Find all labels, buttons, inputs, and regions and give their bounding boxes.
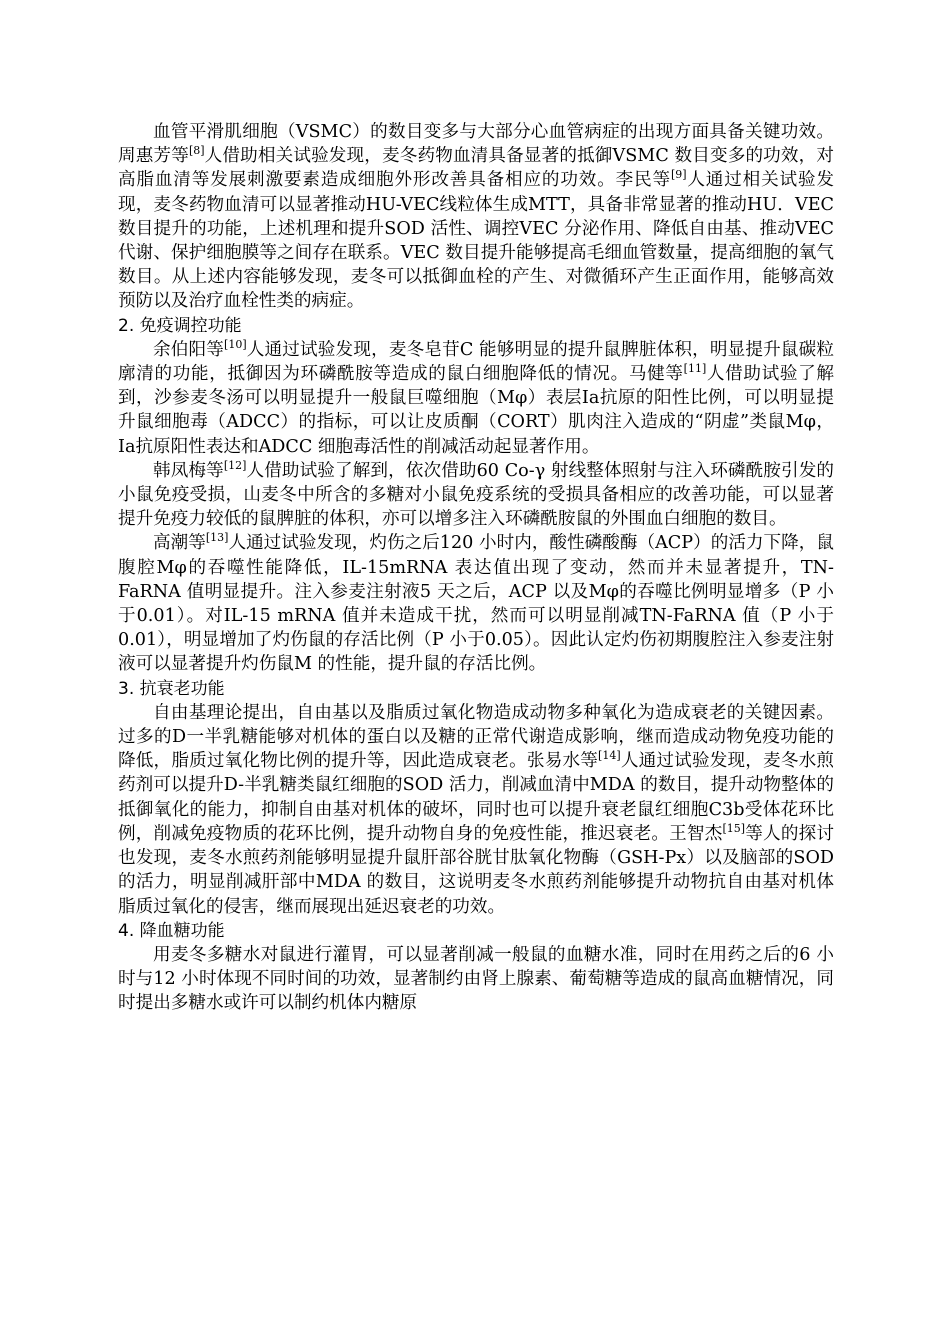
text-segment: 3. 抗衰老功能 [118,678,225,699]
paragraph [118,701,834,919]
citation-ref: [11] [683,362,707,376]
document-body [118,120,834,1016]
text-segment: 人通过相关试验发现，麦冬药物血清可以显著推动HU-VEC线粒体生成MTT，具备非常显著的推动HU．VEC数目提升的功能，上述机理和提升SOD 活性、调控VEC 分泌作用、降低自由基、推动VEC 代谢、保护细胞膜等之间存在联系。VEC 数目提升能够提高毛细血管数量，提高细胞的氧气数目。从上述内容能够发现，麦冬可以抵御血栓的产生、对微循环产生正面作用，能够高效预防以及治疗血栓性类的病症。 [118,170,834,312]
paragraph [118,120,834,314]
citation-ref: [9] [670,168,687,182]
citation-ref: [13] [205,531,229,545]
text-segment: 用麦冬多糖水对鼠进行灌胃，可以显著削减一般鼠的血糖水准，同时在用药之后的6 小时与12 小时体现不同时间的功效，显著制约由肾上腺素、葡萄糖等造成的鼠高血糖情况，同时提出多糖水或许可以制约机体内糖原 [118,944,834,1014]
citation-ref: [12] [223,458,247,472]
text-segment: 余伯阳等 [153,339,225,360]
text-segment: 血管平滑肌细胞（VSMC）的数目变多与大部分心血管病症的出现方面具备关键功效。周惠芳等 [118,122,834,167]
paragraph [118,531,834,676]
text-segment: 2. 免疫调控功能 [118,315,242,336]
text-segment: 人借助试验了解到，依次借助60 Co-γ 射线整体照射与注入环磷酰胺引发的小鼠免疫受损，山麦冬中所含的多糖对小鼠免疫系统的受损具备相应的改善功能，可以显著提升免疫力较低的鼠脾脏的体积，亦可以增多注入环磷酰胺鼠的外围血白细胞的数目。 [118,460,834,530]
section-heading [118,677,834,701]
text-segment: 人借助相关试验发现，麦冬药物血清具备显著的抵御VSMC 数目变多的功效，对高脂血清等发展刺激要素造成细胞外形改善具备相应的功效。李民等 [118,146,834,191]
text-segment: 人借助试验了解到，沙参麦冬汤可以明显提升一般鼠巨噬细胞（Mφ）表层Ia抗原的阳性比例，可以明显提升鼠细胞毒（ADCC）的指标，可以让皮质酮（CORT）肌肉注入造成的“阴虚”类鼠Mφ，Ia抗原阳性表达和ADCC 细胞毒活性的削减活动起显著作用。 [118,364,834,457]
text-segment: 人通过试验发现，麦冬水煎药剂可以提升D-半乳糖类鼠红细胞的SOD 活力，削减血清中MDA 的数目，提升动物整体的抵御氧化的能力，抑制自由基对机体的破坏，同时也可以提升衰老鼠红细胞C3b受体花环比例，削减免疫物质的花环比例，提升动物自身的免疫性能，推迟衰老。王智杰 [118,751,834,844]
text-segment: 自由基理论提出，自由基以及脂质过氧化物造成动物多种氧化为造成衰老的关键因素。过多的D一半乳糖能够对机体的蛋白以及糖的正常代谢造成影响，继而造成动物免疫功能的降低，脂质过氧化物比例的提升等，因此造成衰老。张易水等 [118,702,834,772]
section-heading [118,314,834,338]
citation-ref: [10] [224,337,247,351]
citation-ref: [14] [598,749,621,763]
paragraph [118,943,834,1016]
text-segment: 4. 降血糖功能 [118,920,225,941]
text-segment: 等人的探讨也发现，麦冬水煎药剂能够明显提升鼠肝部谷胱甘肽氧化物酶（GSH-Px）以及脑部的SOD 的活力，明显削减肝部中MDA 的数目，这说明麦冬水煎药剂能够提升动物抗自由基对机体脂质过氧化的侵害，继而展现出延迟衰老的功效。 [118,823,834,917]
section-heading [118,919,834,943]
paragraph [118,459,834,532]
text-segment: 韩凤梅等 [153,460,224,481]
paragraph [118,338,834,459]
text-segment: 高潮等 [153,533,206,554]
text-segment: 人通过试验发现，麦冬皂苷C 能够明显的提升鼠脾脏体积，明显提升鼠碳粒廓清的功能，抵御因为环磷酰胺等造成的鼠白细胞降低的情况。马健等 [118,339,834,385]
text-segment: 人通过试验发现，灼伤之后120 小时内，酸性磷酸酶（ACP）的活力下降，鼠腹腔Mφ的吞噬性能降低，IL-15mRNA 表达值出现了变动，然而并未显著提升，TN-FaRNA 值明显提升。注入参麦注射液5 天之后，ACP 以及Mφ的吞噬比例明显增多（P 小于0.01）。对IL-15 mRNA 值并未造成干扰，然而可以明显削减TN-FaRNA 值（P 小于0.01），明显增加了灼伤鼠的存活比例（P 小于0.05）。因此认定灼伤初期腹腔注入参麦注射液可以显著提升灼伤鼠M 的性能，提升鼠的存活比例。 [118,533,834,675]
citation-ref: [8] [188,144,205,158]
citation-ref: [15] [722,822,746,836]
